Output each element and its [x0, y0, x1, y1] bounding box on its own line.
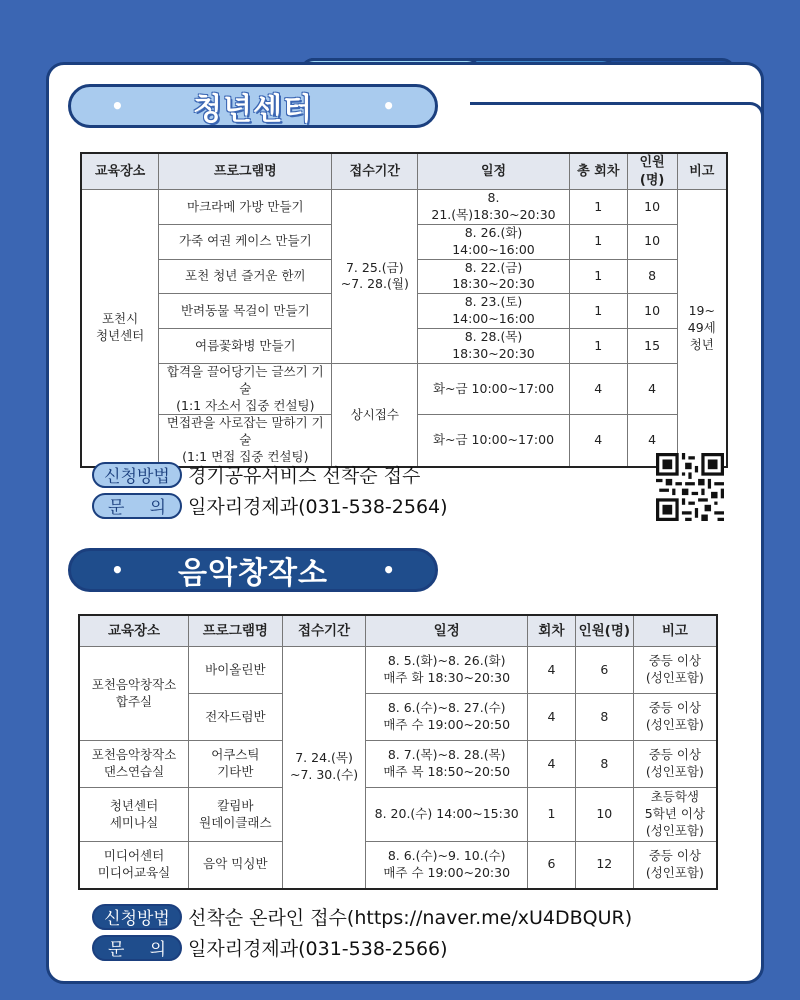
schedule-cell: 8. 28.(목) 18:30~20:30: [418, 329, 570, 364]
header-cell: 인원(명): [627, 153, 677, 190]
sessions-cell: 4: [569, 415, 627, 467]
schedule-cell: 8. 6.(수)~9. 10.(수) 매주 수 19:00~20:30: [366, 842, 528, 889]
sessions-cell: 1: [528, 788, 576, 842]
contact-label-part: 문: [108, 939, 125, 960]
contact-label-part: 의: [149, 497, 166, 518]
section1-title-pill: [68, 84, 438, 128]
section1-title: 청년센터: [193, 92, 313, 127]
section1-apply-method: [92, 461, 420, 488]
contact-text: 일자리경제과(031-538-2564): [188, 496, 448, 518]
schedule-cell: 8. 6.(수)~8. 27.(수) 매주 수 19:00~20:50: [366, 694, 528, 741]
sessions-cell: 1: [569, 294, 627, 329]
program-cell: 가죽 여권 케이스 만들기: [159, 224, 332, 259]
note-cell: 중등 이상 (성인포함): [633, 842, 717, 889]
header-cell: 인원(명): [575, 615, 633, 647]
schedule-cell: 8. 7.(목)~8. 28.(목) 매주 목 18:50~20:50: [366, 741, 528, 788]
program-cell: 면접관을 사로잡는 말하기 기술 (1:1 면접 집중 컨설팅): [159, 415, 332, 467]
table-row: [81, 190, 727, 225]
apply-method-text[interactable]: 선착순 온라인 접수(https://naver.me/xU4DBQUR): [188, 907, 633, 929]
section1-table: [80, 152, 728, 468]
people-cell: 12: [575, 842, 633, 889]
header-cell: 프로그램명: [159, 153, 332, 190]
people-cell: 8: [575, 741, 633, 788]
place-cell: 미디어센터 미디어교육실: [79, 842, 189, 889]
contact-label-part: 의: [149, 939, 166, 960]
table-row: [79, 842, 717, 889]
people-cell: 10: [627, 190, 677, 225]
section2-table: [78, 614, 718, 890]
schedule-cell: 8. 23.(토) 14:00~16:00: [418, 294, 570, 329]
schedule-cell: 화~금 10:00~17:00: [418, 363, 570, 415]
section2-apply-method: [92, 903, 632, 930]
sessions-cell: 6: [528, 842, 576, 889]
contact-text: 일자리경제과(031-538-2566): [188, 938, 448, 960]
dot-decoration: •: [111, 558, 124, 582]
period-cell: 상시접수: [332, 363, 418, 467]
header-cell: 접수기간: [332, 153, 418, 190]
place-cell: 포천음악창작소 합주실: [79, 647, 189, 741]
sessions-cell: 1: [569, 190, 627, 225]
program-cell: 전자드럼반: [189, 694, 283, 741]
period-cell: 7. 25.(금) ~7. 28.(월): [332, 190, 418, 364]
note-cell: 중등 이상 (성인포함): [633, 694, 717, 741]
header-cell: 일정: [418, 153, 570, 190]
table-row: [79, 647, 717, 694]
program-cell: 여름꽃화병 만들기: [159, 329, 332, 364]
schedule-cell: 8. 22.(금) 18:30~20:30: [418, 259, 570, 294]
qr-code-icon[interactable]: [656, 453, 724, 521]
sessions-cell: 4: [528, 741, 576, 788]
table-row: [81, 363, 727, 415]
table-header-row: [79, 615, 717, 647]
header-cell: 총 회차: [569, 153, 627, 190]
note-cell: 중등 이상 (성인포함): [633, 647, 717, 694]
section1-contact: [92, 492, 448, 519]
table-row: [79, 788, 717, 842]
schedule-cell: 8. 21.(목)18:30~20:30: [418, 190, 570, 225]
people-cell: 15: [627, 329, 677, 364]
sessions-cell: 4: [528, 647, 576, 694]
note-cell: 초등학생 5학년 이상 (성인포함): [633, 788, 717, 842]
program-cell: 합격을 끌어당기는 글쓰기 기술 (1:1 자소서 집중 컨설팅): [159, 363, 332, 415]
table-header-row: [81, 153, 727, 190]
contact-label: [92, 935, 182, 961]
place-cell: 청년센터 세미나실: [79, 788, 189, 842]
sessions-cell: 4: [569, 363, 627, 415]
program-cell: 마크라메 가방 만들기: [159, 190, 332, 225]
table-row: [79, 741, 717, 788]
header-cell: 접수기간: [282, 615, 366, 647]
program-cell: 포천 청년 즐거운 한끼: [159, 259, 332, 294]
sessions-cell: 1: [569, 224, 627, 259]
dot-decoration: •: [111, 94, 124, 118]
people-cell: 8: [575, 694, 633, 741]
note-cell: 중등 이상 (성인포함): [633, 741, 717, 788]
people-cell: 10: [627, 224, 677, 259]
place-cell: 포천음악창작소 댄스연습실: [79, 741, 189, 788]
schedule-cell: 화~금 10:00~17:00: [418, 415, 570, 467]
dot-decoration: •: [382, 558, 395, 582]
people-cell: 10: [627, 294, 677, 329]
period-cell: 7. 24.(목) ~7. 30.(수): [282, 647, 366, 889]
program-cell: 반려동물 목걸이 만들기: [159, 294, 332, 329]
section2-title-pill: [68, 548, 438, 592]
section2-contact: [92, 934, 448, 961]
people-cell: 8: [627, 259, 677, 294]
header-cell: 교육장소: [81, 153, 159, 190]
header-cell: 교육장소: [79, 615, 189, 647]
place-cell: 포천시 청년센터: [81, 190, 159, 468]
sessions-cell: 1: [569, 259, 627, 294]
contact-label: [92, 493, 182, 519]
apply-method-label: 신청방법: [92, 904, 182, 930]
apply-method-text: 경기공유서비스 선착순 접수: [188, 465, 421, 487]
header-cell: 프로그램명: [189, 615, 283, 647]
schedule-cell: 8. 20.(수) 14:00~15:30: [366, 788, 528, 842]
sessions-cell: 4: [528, 694, 576, 741]
apply-method-label: 신청방법: [92, 462, 182, 488]
program-cell: 칼림바 원데이클래스: [189, 788, 283, 842]
card-top-right: [470, 102, 764, 142]
people-cell: 4: [627, 363, 677, 415]
program-cell: 바이올린반: [189, 647, 283, 694]
sessions-cell: 1: [569, 329, 627, 364]
contact-label-part: 문: [108, 497, 125, 518]
header-cell: 비고: [633, 615, 717, 647]
people-cell: 6: [575, 647, 633, 694]
people-cell: 4: [627, 415, 677, 467]
program-cell: 어쿠스틱 기타반: [189, 741, 283, 788]
dot-decoration: •: [382, 94, 395, 118]
schedule-cell: 8. 5.(화)~8. 26.(화) 매주 화 18:30~20:30: [366, 647, 528, 694]
note-cell: 19~ 49세 청년: [677, 190, 727, 468]
people-cell: 10: [575, 788, 633, 842]
header-cell: 일정: [366, 615, 528, 647]
section2-title: 음악창작소: [178, 556, 328, 591]
schedule-cell: 8. 26.(화) 14:00~16:00: [418, 224, 570, 259]
header-cell: 비고: [677, 153, 727, 190]
program-cell: 음악 믹싱반: [189, 842, 283, 889]
header-cell: 회차: [528, 615, 576, 647]
